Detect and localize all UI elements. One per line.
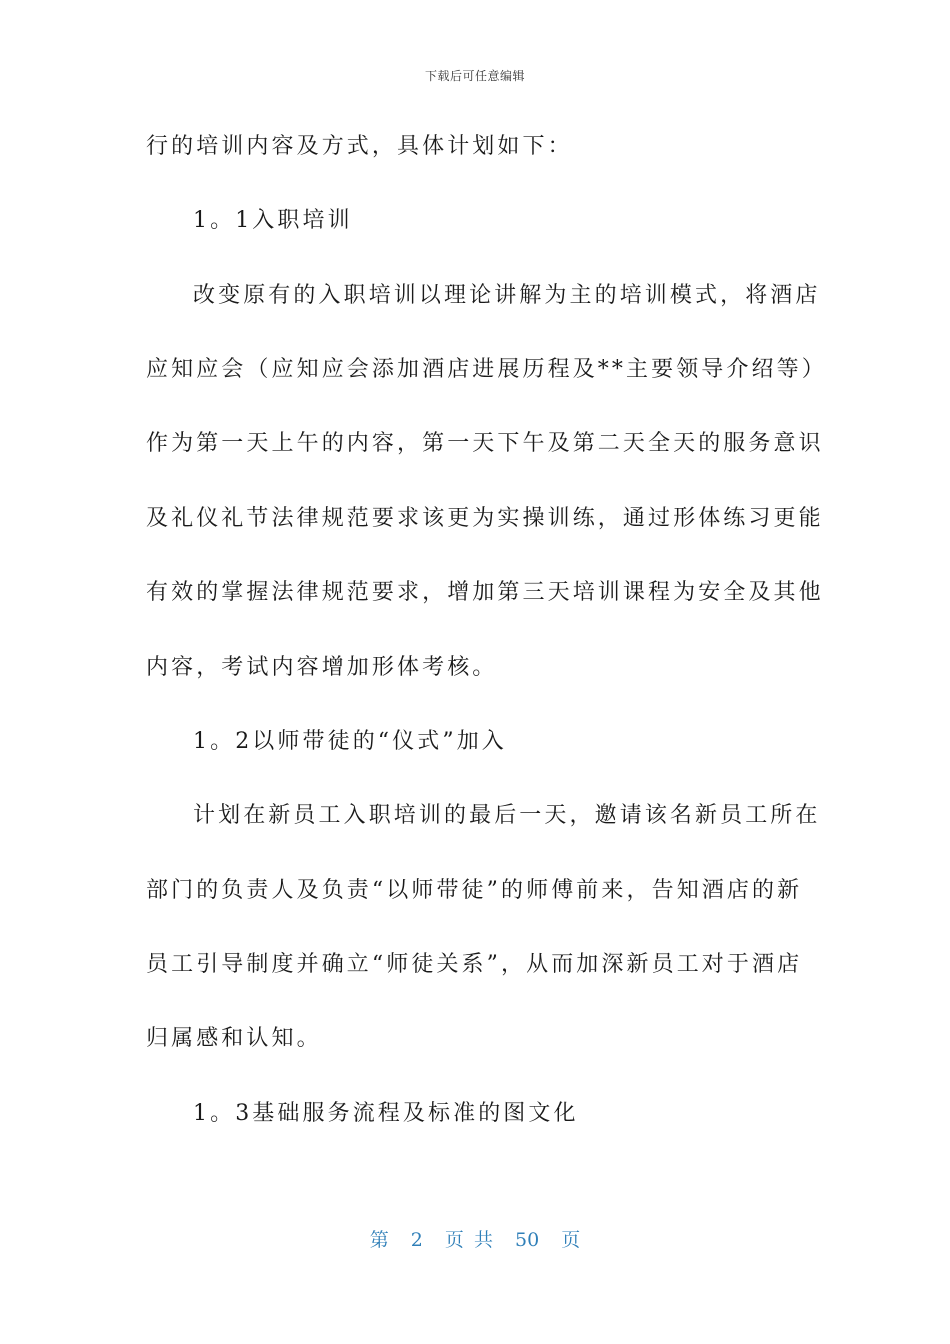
text-line: 部门的负责人及负责“以师带徒”的师傅前来，告知酒店的新: [146, 878, 803, 903]
text-line: 计划在新员工入职培训的最后一天，邀请该名新员工所在: [193, 803, 821, 828]
text-line: 应知应会（应知应会添加酒店进展历程及**主要领导介绍等）: [146, 357, 827, 382]
text-line: 员工引导制度并确立“师徒关系”，从而加深新员工对于酒店: [146, 952, 803, 977]
page-footer: [0, 1225, 950, 1252]
footer-prefix: 第: [369, 1229, 389, 1251]
footer-suffix: 页: [561, 1229, 581, 1251]
text-line: 有效的掌握法律规范要求，增加第三天培训课程为安全及其他: [146, 580, 824, 605]
section-heading-1-2: 1。2以师带徒的“仪式”加入: [193, 729, 507, 754]
section-heading-1-1: 1。1入职培训: [193, 208, 353, 233]
footer-total-pages: 50: [515, 1229, 540, 1251]
text-line: 归属感和认知。: [146, 1026, 322, 1051]
text-line: 及礼仪礼节法律规范要求该更为实操训练，通过形体练习更能: [146, 506, 824, 531]
text-line: 改变原有的入职培训以理论讲解为主的培训模式，将酒店: [193, 283, 821, 308]
text-line: 作为第一天上午的内容，第一天下午及第二天全天的服务意识: [146, 431, 824, 456]
section-heading-1-3: 1。3基础服务流程及标准的图文化: [193, 1101, 579, 1126]
header-note: 下载后可任意编辑: [424, 69, 525, 83]
footer-page-number: 2: [410, 1229, 423, 1251]
text-line: 行的培训内容及方式，具体计划如下：: [146, 134, 573, 159]
footer-middle: 页 共: [444, 1229, 493, 1251]
text-line: 内容，考试内容增加形体考核。: [146, 655, 498, 680]
